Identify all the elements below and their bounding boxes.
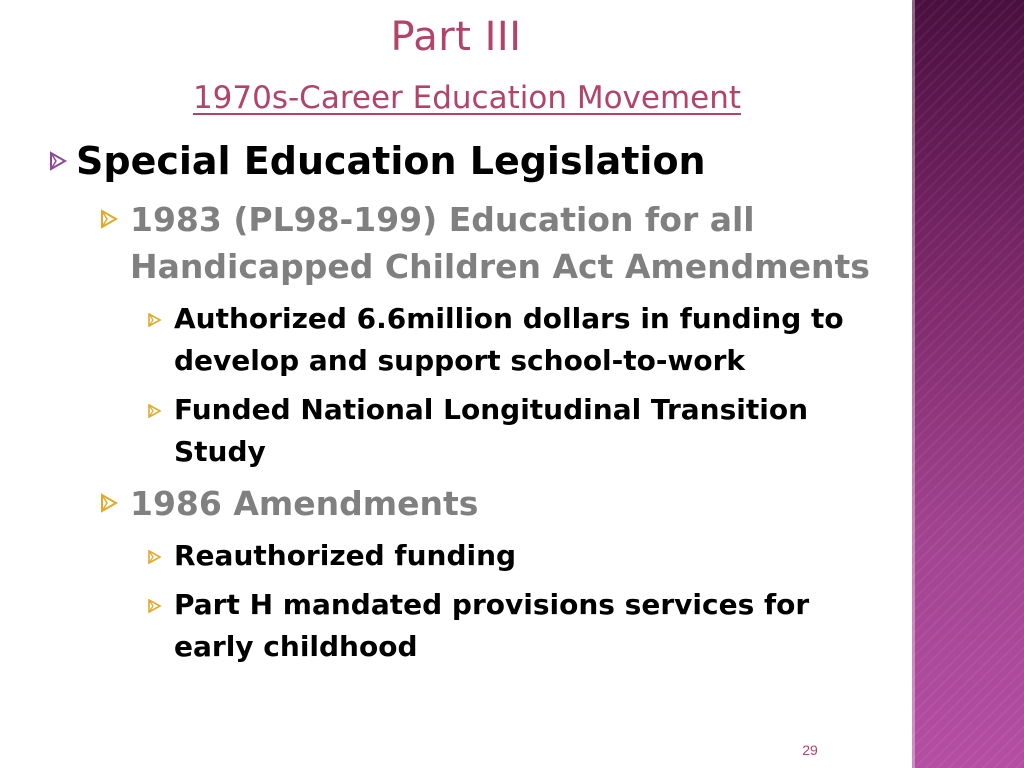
bullet-level3-part-h [148,584,878,668]
bullet-text: Reauthorized funding [174,539,517,572]
slide-number: 29 [802,742,818,758]
arrow-bullet-icon [148,313,162,327]
bullet-level2-1983 [100,196,900,290]
bullet-text: Part H mandated provisions services for early childhood [174,588,810,663]
bullet-level1-legislation [48,136,898,186]
arrow-bullet-icon [148,404,162,418]
arrow-bullet-icon [100,493,120,513]
arrow-bullet-icon [48,150,70,172]
bullet-level3-funded [148,389,878,473]
bullet-text: Special Education Legislation [76,139,706,183]
arrow-bullet-icon [148,550,162,564]
slide-subtitle: 1970s-Career Education Movement [192,80,742,116]
slide-title: Part III [390,14,522,60]
bullet-level2-1986 [100,480,900,527]
bullet-level3-reauthorized [148,535,878,577]
bullet-text: 1986 Amendments [130,484,479,523]
bullet-text: 1983 (PL98-199) Education for all Handicapped Children Act Amendments [130,200,870,286]
bullet-text: Authorized 6.6million dollars in funding to develop and support school-to-work [174,302,844,377]
arrow-bullet-icon [100,209,120,229]
bullet-text: Funded National Longitudinal Transition Study [174,393,809,468]
arrow-bullet-icon [148,599,162,613]
bullet-level3-authorized [148,298,878,382]
